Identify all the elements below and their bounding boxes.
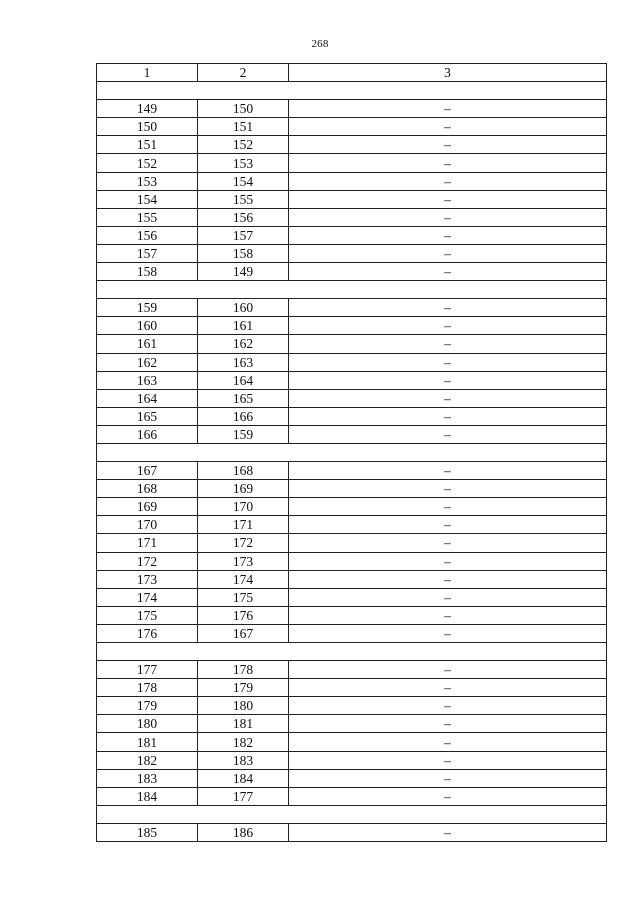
table-row [97,462,607,480]
number-cell: 161 [198,317,289,335]
table-row [97,570,607,588]
number-cell: 162 [97,353,198,371]
group-separator-cell [97,643,607,661]
number-cell: 176 [198,606,289,624]
dash-cell: – [289,371,607,389]
dash-cell: – [289,299,607,317]
number-cell: 183 [97,769,198,787]
number-cell: 157 [198,226,289,244]
number-cell: 167 [198,624,289,642]
dash-cell: – [289,751,607,769]
table-header-row [97,64,607,82]
number-cell: 166 [198,407,289,425]
number-cell: 158 [97,263,198,281]
table-row [97,516,607,534]
number-cell: 175 [198,588,289,606]
table-row [97,751,607,769]
number-cell: 155 [198,190,289,208]
number-cell: 149 [97,100,198,118]
group-separator-cell [97,281,607,299]
dash-cell: – [289,208,607,226]
dash-cell: – [289,462,607,480]
dash-cell: – [289,552,607,570]
table-row [97,715,607,733]
number-cell: 164 [97,389,198,407]
table-row [97,353,607,371]
dash-cell: – [289,697,607,715]
number-cell: 162 [198,335,289,353]
number-cell: 181 [198,715,289,733]
dash-cell: – [289,733,607,751]
number-cell: 165 [198,389,289,407]
number-cell: 156 [198,208,289,226]
dash-cell: – [289,787,607,805]
number-cell: 150 [198,100,289,118]
number-cell: 174 [97,588,198,606]
dash-cell: – [289,425,607,443]
column-header: 1 [97,64,198,82]
number-cell: 177 [198,787,289,805]
number-cell: 185 [97,823,198,841]
dash-cell: – [289,534,607,552]
number-cell: 154 [198,172,289,190]
number-cell: 186 [198,823,289,841]
number-cell: 170 [97,516,198,534]
number-cell: 161 [97,335,198,353]
dash-cell: – [289,715,607,733]
table-row [97,263,607,281]
table-row [97,226,607,244]
dash-cell: – [289,244,607,262]
number-cell: 172 [198,534,289,552]
number-cell: 184 [198,769,289,787]
number-cell: 163 [198,353,289,371]
number-cell: 180 [97,715,198,733]
number-cell: 174 [198,570,289,588]
number-cell: 165 [97,407,198,425]
number-cell: 153 [198,154,289,172]
number-cell: 181 [97,733,198,751]
group-separator-row [97,443,607,461]
table-row [97,606,607,624]
column-header: 3 [289,64,607,82]
number-cell: 184 [97,787,198,805]
number-cell: 156 [97,226,198,244]
group-separator-cell [97,805,607,823]
number-cell: 149 [198,263,289,281]
number-cell: 150 [97,118,198,136]
number-cell: 159 [97,299,198,317]
data-table [96,63,607,842]
dash-cell: – [289,335,607,353]
number-cell: 168 [97,480,198,498]
group-separator-row [97,281,607,299]
table-row [97,552,607,570]
number-cell: 151 [97,136,198,154]
dash-cell: – [289,100,607,118]
number-cell: 175 [97,606,198,624]
table-body [97,64,607,842]
table-row [97,208,607,226]
table-row [97,299,607,317]
table-row [97,425,607,443]
number-cell: 166 [97,425,198,443]
dash-cell: – [289,588,607,606]
number-cell: 152 [97,154,198,172]
dash-cell: – [289,606,607,624]
dash-cell: – [289,679,607,697]
number-cell: 169 [198,480,289,498]
table-row [97,317,607,335]
group-separator-row [97,82,607,100]
group-separator-cell [97,82,607,100]
table-row [97,335,607,353]
number-cell: 153 [97,172,198,190]
table-row [97,407,607,425]
dash-cell: – [289,407,607,425]
table-row [97,244,607,262]
dash-cell: – [289,570,607,588]
table-row [97,624,607,642]
table-row [97,389,607,407]
dash-cell: – [289,516,607,534]
dash-cell: – [289,317,607,335]
table-row [97,172,607,190]
number-cell: 159 [198,425,289,443]
number-cell: 157 [97,244,198,262]
number-cell: 183 [198,751,289,769]
number-cell: 160 [198,299,289,317]
number-cell: 170 [198,498,289,516]
number-cell: 169 [97,498,198,516]
number-cell: 171 [198,516,289,534]
number-cell: 164 [198,371,289,389]
dash-cell: – [289,480,607,498]
table-row [97,733,607,751]
number-cell: 177 [97,661,198,679]
table-row [97,588,607,606]
number-cell: 176 [97,624,198,642]
table-row [97,769,607,787]
table-row [97,697,607,715]
number-cell: 171 [97,534,198,552]
number-cell: 180 [198,697,289,715]
table-row [97,118,607,136]
number-cell: 158 [198,244,289,262]
number-cell: 173 [198,552,289,570]
group-separator-cell [97,443,607,461]
dash-cell: – [289,661,607,679]
table-row [97,679,607,697]
number-cell: 160 [97,317,198,335]
number-cell: 182 [97,751,198,769]
number-cell: 154 [97,190,198,208]
number-cell: 179 [97,697,198,715]
number-cell: 155 [97,208,198,226]
dash-cell: – [289,136,607,154]
dash-cell: – [289,154,607,172]
group-separator-row [97,643,607,661]
number-cell: 167 [97,462,198,480]
dash-cell: – [289,624,607,642]
number-cell: 152 [198,136,289,154]
table-row [97,136,607,154]
number-cell: 178 [97,679,198,697]
dash-cell: – [289,769,607,787]
dash-cell: – [289,172,607,190]
table-row [97,661,607,679]
dash-cell: – [289,263,607,281]
column-header: 2 [198,64,289,82]
dash-cell: – [289,823,607,841]
dash-cell: – [289,353,607,371]
number-cell: 172 [97,552,198,570]
table-row [97,100,607,118]
number-cell: 182 [198,733,289,751]
table-row [97,498,607,516]
number-cell: 178 [198,661,289,679]
number-cell: 168 [198,462,289,480]
dash-cell: – [289,389,607,407]
page-number: 268 [311,38,329,50]
table-row [97,480,607,498]
dash-cell: – [289,190,607,208]
table-row [97,371,607,389]
table-row [97,190,607,208]
number-cell: 173 [97,570,198,588]
group-separator-row [97,805,607,823]
number-cell: 151 [198,118,289,136]
number-cell: 163 [97,371,198,389]
table-row [97,787,607,805]
dash-cell: – [289,226,607,244]
table-row [97,534,607,552]
number-cell: 179 [198,679,289,697]
dash-cell: – [289,118,607,136]
table-row [97,154,607,172]
dash-cell: – [289,498,607,516]
table-row [97,823,607,841]
